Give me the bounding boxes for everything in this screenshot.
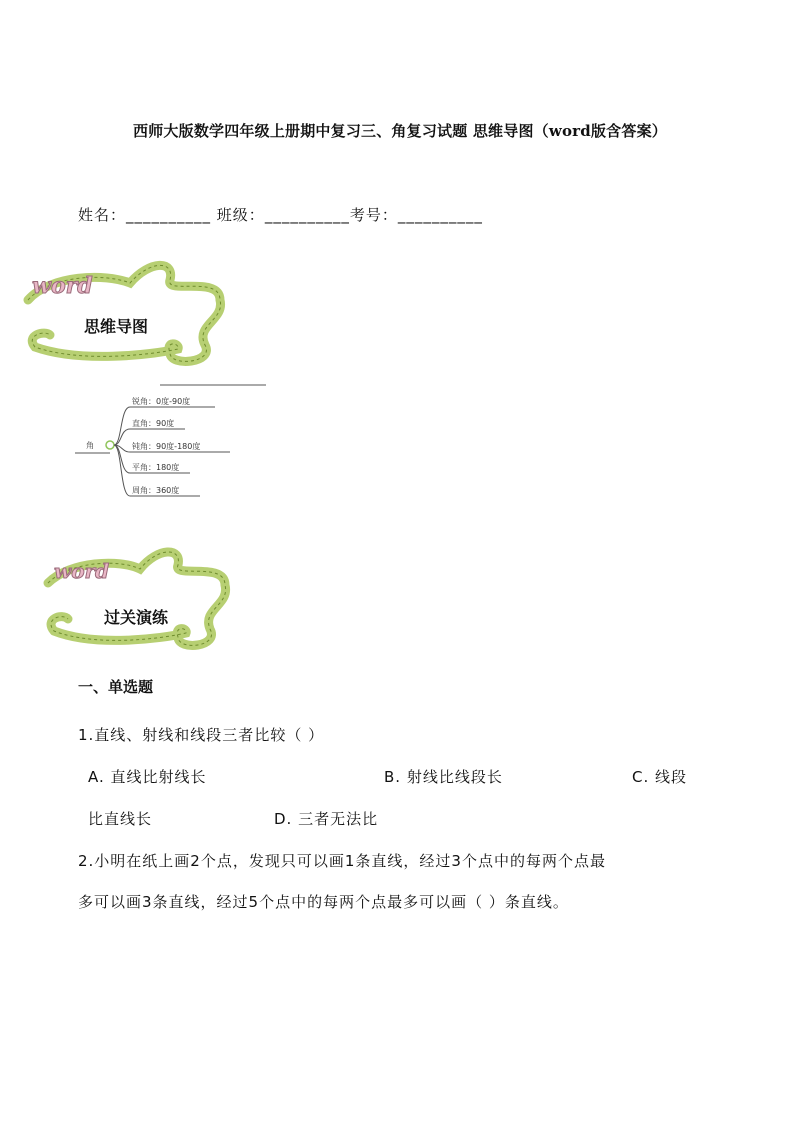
mind-map [70,380,270,505]
name-blank: __________ [126,206,212,224]
name-label: 姓名： [78,206,127,224]
word-logo: word [54,559,110,583]
question-1-option-b: B. 射线比线段长 [384,768,503,786]
question-1-option-a: A. 直线比射线长 [88,768,207,786]
mind-map-branch: 钝角：90度-180度 [132,442,201,451]
class-blank: __________ [264,206,350,224]
question-2-line-2: 多可以画3条直线，经过5个点中的每两个点最多可以画（ ）条直线。 [78,893,569,911]
banner-title-practice: 过关演练 [104,608,169,627]
word-banner-mindmap [20,255,260,370]
student-info-line [78,204,483,225]
mind-map-branch: 周角：360度 [132,486,180,495]
question-2-line-1: 2.小明在纸上画2个点，发现只可以画1条直线，经过3个点中的每两个点最 [78,852,606,870]
mind-map-root: 角 [86,441,94,450]
mind-map-branch: 直角：90度 [132,419,175,428]
class-label: 班级： [216,206,265,224]
question-1-stem: 1.直线、射线和线段三者比较（ ） [78,726,325,744]
question-1-option-c-continued: 比直线长 [88,810,153,828]
word-banner-practice [40,543,260,653]
mind-map-branch: 锐角：0度-90度 [132,397,191,406]
exam-blank: __________ [397,206,483,224]
document-title: 西师大版数学四年级上册期中复习三、角复习试题 思维导图（word版含答案） [133,122,667,140]
exam-label: 考号： [349,206,398,224]
question-1-option-d: D. 三者无法比 [274,810,379,828]
word-logo: word [32,273,93,299]
question-1-option-c: C. 线段 [632,768,688,786]
section-heading: 一、单选题 [78,678,154,696]
banner-title-mindmap: 思维导图 [84,317,149,336]
mind-map-branch: 平角：180度 [132,463,180,472]
